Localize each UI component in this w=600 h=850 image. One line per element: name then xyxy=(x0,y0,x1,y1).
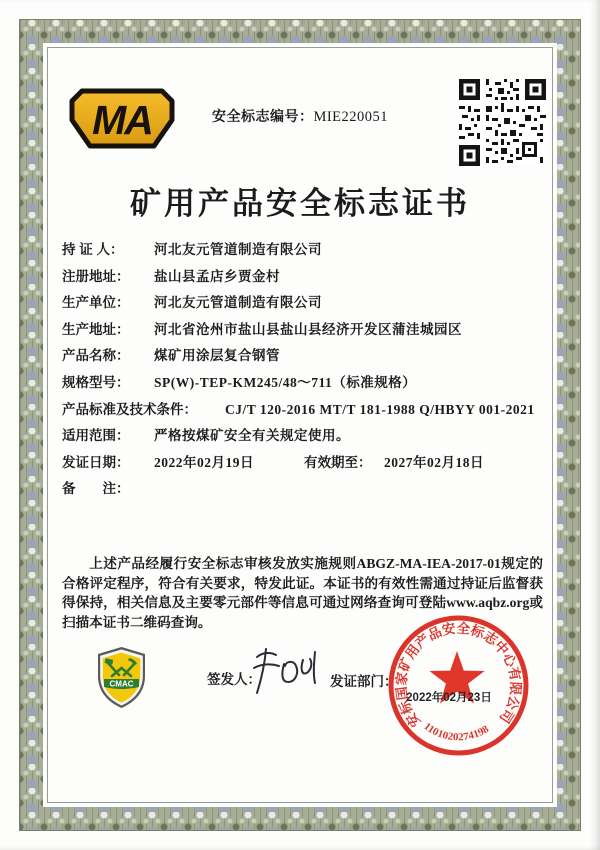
stamp-date: 2022年02月23日 xyxy=(406,692,492,704)
field-value: SP(W)-TEP-KM245/48～711（标准规格） xyxy=(154,374,417,390)
remark-label: 备 注： xyxy=(62,481,130,497)
field-label: 规格型号： xyxy=(62,374,130,390)
field-label: 产品标准及技术条件： xyxy=(62,401,197,417)
field-row-scope xyxy=(62,427,544,444)
field-row-product-name xyxy=(62,347,544,364)
field-row-dates xyxy=(62,454,544,471)
field-label: 产品名称： xyxy=(62,348,130,364)
field-label: 持 证 人： xyxy=(62,242,124,257)
issue-date-value: 2022年02月19日 xyxy=(154,454,254,470)
valid-until-label: 有效期至： xyxy=(304,454,372,470)
svg-text:1101020274198 xyxy=(421,721,491,743)
field-value: 煤矿用涂层复合钢管 xyxy=(154,348,280,364)
field-row-manufacturer xyxy=(62,294,544,311)
field-value: 盐山县孟店乡贾金村 xyxy=(154,268,280,284)
statement-paragraph: 上述产品经履行安全标志审核发放实施规则ABGZ-MA-IEA-2017-01规定的合格评定程序，符合有关要求，特发此证。本证书的有效性需通过持证后监督获得保持，相关信息及主要零元部件等信息可通过网络查询可登陆www.aqbz.org或扫描本证书二维码查询。 xyxy=(62,556,543,630)
svg-text:MA: MA xyxy=(92,97,152,143)
stamp-ring-text: 安标国家矿用产品安全标志中心有限公司 xyxy=(393,620,524,730)
issue-date-label: 发证日期： xyxy=(62,454,130,470)
field-row-reg-address xyxy=(62,268,544,285)
field-value: CJ/T 120-2016 MT/T 181-1988 Q/HBYY 001-2021 xyxy=(225,401,535,417)
cert-number-value: MIE220051 xyxy=(313,109,389,125)
cert-number-label: 安全标志编号： xyxy=(211,108,314,124)
field-value: 河北友元管道制造有限公司 xyxy=(154,295,322,311)
field-value: 河北友元管道制造有限公司 xyxy=(154,242,322,257)
field-row-spec-model xyxy=(62,374,544,391)
cmac-shield-icon xyxy=(95,646,148,710)
svg-text:CMAC: CMAC xyxy=(109,679,134,689)
valid-until-value: 2027年02月18日 xyxy=(384,454,484,470)
field-row-prod-address xyxy=(62,321,544,338)
field-label: 注册地址： xyxy=(62,268,130,284)
field-label: 生产单位： xyxy=(62,295,130,311)
signer-label: 签发人： xyxy=(207,672,261,687)
issuing-stamp xyxy=(385,612,532,759)
field-value: 严格按煤矿安全有关规定使用。 xyxy=(154,428,350,444)
qr-code-icon xyxy=(459,79,546,166)
field-row-holder xyxy=(62,241,544,258)
issuing-dept-label: 发证部门： xyxy=(330,674,398,689)
fields-table xyxy=(62,241,544,507)
field-row-remark xyxy=(62,480,544,497)
stamp-number: 1101020274198 xyxy=(421,721,491,744)
signer-signature xyxy=(249,641,324,701)
field-row-standards xyxy=(62,401,544,418)
field-label: 生产地址： xyxy=(62,321,130,337)
field-value: 河北省沧州市盐山县盐山县经济开发区蒲洼城园区 xyxy=(154,321,462,337)
field-label: 适用范围： xyxy=(62,428,130,444)
certificate-title: 矿用产品安全标志证书 xyxy=(130,186,470,221)
